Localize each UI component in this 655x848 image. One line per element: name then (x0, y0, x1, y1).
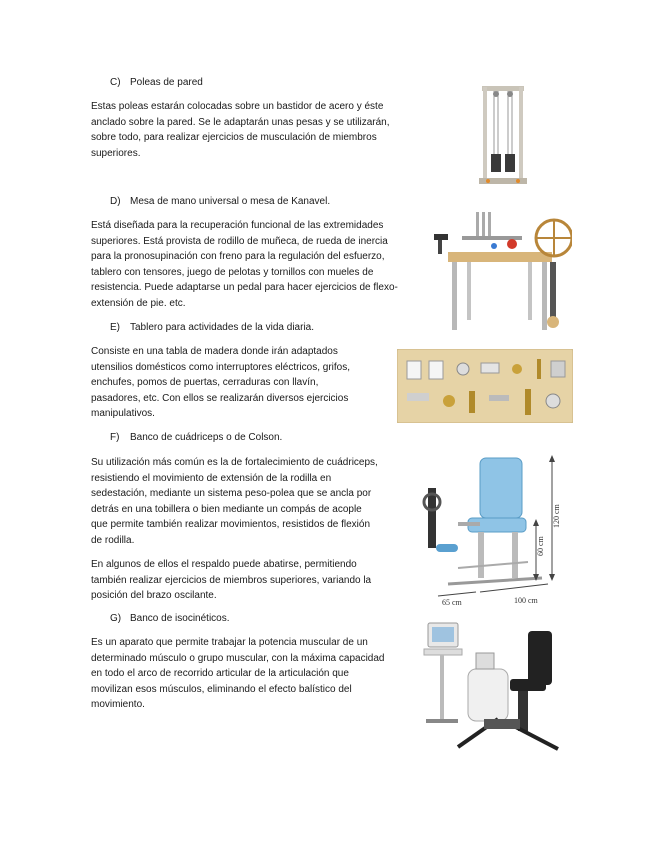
text-line: determinado músculo o grupo muscular, con la máxima capacidad (91, 652, 385, 664)
text-line: posición del brazo oscilante. (91, 590, 217, 601)
text-line: movilizan esos músculos, eliminando el efecto balístico del (91, 683, 352, 695)
heading-title: Banco de isocinéticos. (130, 613, 230, 624)
heading-title: Tablero para actividades de la vida diaria. (130, 322, 314, 333)
section-heading-e (110, 321, 314, 335)
text-line: resistencia. Puede adaptarse un pedal para hacer ejercicios de flexo- (91, 282, 398, 293)
text-line: enchufes, pomos de puertas, cerraduras con llavín, (91, 377, 319, 388)
heading-letter: F) (110, 432, 120, 443)
text-line: En algunos de ellos el respaldo puede abatirse, permitiendo (91, 559, 357, 570)
section-e-paragraph (91, 344, 350, 422)
text-line: en todo el arco de recorrido articular de la articulación que (91, 668, 349, 679)
section-f-paragraph-2 (91, 557, 371, 604)
wall-pulleys-image (474, 84, 532, 186)
heading-title: Mesa de mano universal o mesa de Kanavel. (130, 196, 331, 207)
heading-letter: C) (110, 77, 121, 88)
quadriceps-bench-image (418, 452, 564, 610)
heading-title: Poleas de pared (130, 77, 203, 88)
text-line: de rodilla. (91, 534, 135, 546)
width-label-65: 65 cm (442, 598, 462, 607)
text-line: resistiendo el movimiento de extensión de la rodilla en (91, 472, 332, 484)
section-heading-d (110, 195, 330, 209)
heading-letter: E) (110, 322, 120, 333)
text-line: superiores. Está provista de rodillo de muñeca, de rueda de inercia (91, 235, 388, 247)
text-line: anclado sobre la pared. Se le adaptarán unas pesas y se utilizarán, (91, 116, 390, 128)
heading-letter: D) (110, 196, 121, 207)
text-line: Es un aparato que permite trabajar la potencia muscular de un (91, 637, 368, 648)
heading-title: Banco de cuádriceps o de Colson. (130, 432, 283, 443)
isokinetic-bench-image (418, 619, 570, 755)
text-line: Estas poleas estarán colocadas sobre un bastidor de acero y éste (91, 101, 384, 112)
section-heading-g (110, 612, 230, 626)
text-line: extensión de pie. etc. (91, 297, 186, 309)
kanavel-table-image (432, 204, 572, 334)
height-label-60: 60 cm (536, 536, 545, 556)
section-heading-f (110, 431, 282, 445)
text-line: Está diseñada para la recuperación funcional de las extremidades (91, 220, 384, 231)
section-c-paragraph (91, 99, 390, 161)
section-heading-c (110, 76, 203, 90)
text-line: pasadores, etc. Con ellos se realizarán diversos ejercicios (91, 392, 349, 404)
daily-living-board-image (397, 349, 573, 423)
text-line: que permite también realizar movimientos, resistidos de flexión (91, 519, 371, 530)
section-g-paragraph (91, 635, 385, 713)
text-line: sedestación, mediante un sistema peso-polea que se ancla por (91, 488, 372, 499)
heading-letter: G) (110, 613, 122, 624)
text-line: superiores. (91, 147, 141, 159)
text-line: manipulativos. (91, 408, 155, 419)
text-line: detrás en una tobillera o bien mediante un compás de acople (91, 503, 362, 515)
section-d-paragraph (91, 218, 398, 311)
text-line: tablero con tensores, juego de pelotas y tornillos con mueles de (91, 266, 374, 278)
height-label-120: 120 cm (552, 504, 561, 528)
text-line: para la pronosupinación con freno para la regulación del esfuerzo, (91, 251, 385, 262)
text-line: Su utilización más común es la de fortalecimiento de cuádriceps, (91, 457, 378, 468)
text-line: movimiento. (91, 699, 145, 710)
text-line: también realizar ejercicios de miembros superiores, variando la (91, 574, 372, 586)
text-line: utensilios domésticos como interruptores eléctricos, grifos, (91, 361, 350, 373)
text-line: sobre todo, para realizar ejercicios de musculación de miembros (91, 132, 377, 143)
text-line: Consiste en una tabla de madera donde irán adaptados (91, 346, 338, 357)
section-f-paragraph (91, 455, 378, 548)
width-label-100: 100 cm (514, 596, 538, 605)
